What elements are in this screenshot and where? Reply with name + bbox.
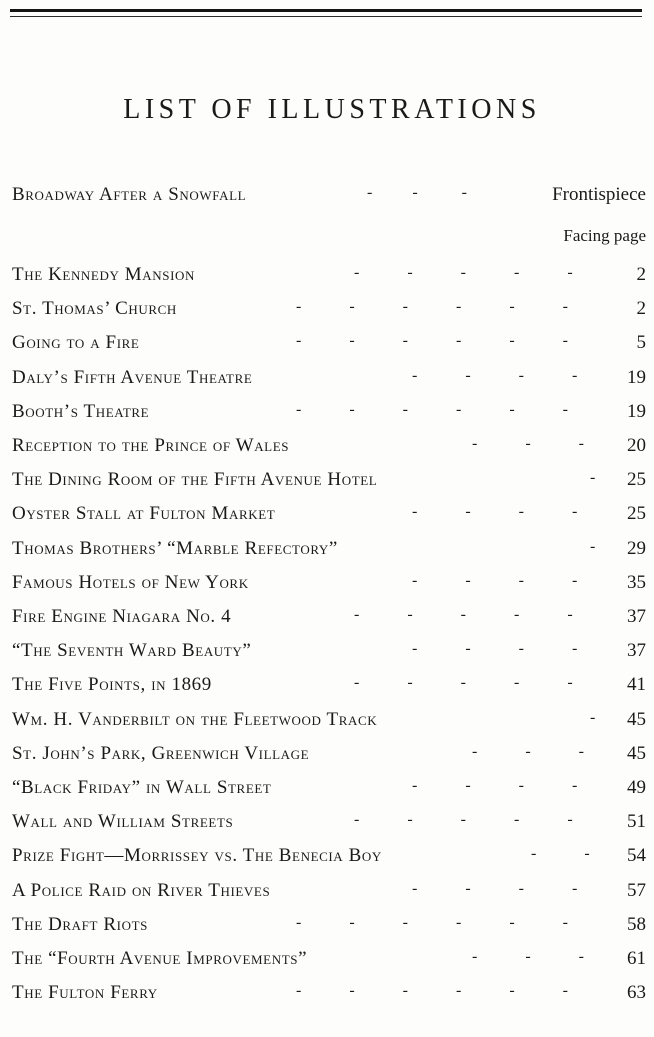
illustration-title: Oyster Stall at Fulton Market: [12, 503, 276, 525]
page-number: 54: [627, 845, 646, 867]
leader-dots: - - -: [472, 742, 584, 760]
page-number: 37: [627, 606, 646, 627]
illustration-title: Wm. H. Vanderbilt on the Fleetwood Track: [12, 708, 378, 730]
top-rule-thick: [10, 9, 642, 12]
page-number: 49: [627, 777, 646, 798]
list-item: [12, 908, 646, 936]
list-item: [12, 463, 646, 491]
page-number: 20: [627, 435, 646, 456]
frontispiece-label: Frontispiece: [552, 184, 646, 205]
page-number: 58: [627, 913, 646, 935]
list-item: [12, 805, 646, 833]
leader-dots: - - -: [472, 948, 584, 965]
illustration-title: St. John’s Park, Greenwich Village: [12, 742, 310, 764]
page-number: 2: [636, 264, 646, 285]
page-number: 35: [627, 571, 646, 593]
page-number: 45: [627, 742, 646, 764]
page-number: 29: [627, 537, 646, 559]
leader-dots: - - - - - -: [296, 400, 568, 418]
illustration-title: “Black Friday” in Wall Street: [12, 777, 272, 798]
list-item: [12, 600, 646, 628]
list-item: [12, 839, 646, 867]
leader-dots: -: [590, 708, 596, 726]
illustration-title: The Fulton Ferry: [12, 982, 158, 1004]
leader-dots: - - -: [367, 184, 467, 201]
leader-dots: - - - - - -: [296, 298, 568, 316]
list-item: [12, 634, 646, 662]
leader-dots: - - -: [472, 435, 584, 452]
page-number: 5: [636, 332, 646, 354]
leader-dots: - - - - - -: [296, 982, 568, 1000]
list-item: [12, 258, 646, 286]
leader-dots: - - - - - -: [296, 332, 568, 350]
leader-dots: - -: [531, 845, 590, 863]
facing-page-label: Facing page: [563, 226, 646, 245]
leader-dots: - - - - - -: [296, 913, 568, 931]
leader-dots: -: [590, 469, 596, 487]
frontispiece-title: Broadway After a Snowfall: [12, 184, 247, 205]
list-item: [12, 737, 646, 765]
list-item: [12, 874, 646, 902]
page-number: 25: [627, 503, 646, 525]
leader-dots: -: [590, 537, 596, 555]
illustration-title: Reception to the Prince of Wales: [12, 435, 290, 456]
illustration-title: The Draft Riots: [12, 913, 148, 935]
page-number: 63: [627, 982, 646, 1004]
list-item: [12, 703, 646, 731]
leader-dots: - - - -: [412, 503, 578, 521]
page-number: 51: [627, 811, 646, 833]
leader-dots: - - - -: [412, 366, 578, 384]
list-item: [12, 942, 646, 970]
leader-dots: - - - -: [412, 571, 578, 589]
list-item: [12, 532, 646, 560]
page-number: 57: [627, 879, 646, 901]
page-number: 45: [627, 708, 646, 730]
illustration-title: The Kennedy Mansion: [12, 264, 195, 285]
leader-dots: - - - -: [412, 879, 578, 897]
illustration-title: Thomas Brothers’ “Marble Refectory”: [12, 537, 338, 559]
leader-dots: - - - -: [412, 777, 578, 794]
page-number: 25: [627, 469, 646, 491]
illustration-title: Going to a Fire: [12, 332, 140, 354]
illustration-title: The Five Points, in 1869: [12, 674, 212, 696]
list-item: [12, 668, 646, 696]
illustration-title: Daly’s Fifth Avenue Theatre: [12, 366, 253, 388]
list-item: [12, 497, 646, 525]
leader-dots: - - - - -: [354, 811, 573, 829]
page-number: 41: [627, 674, 646, 696]
illustration-title: Famous Hotels of New York: [12, 571, 249, 593]
illustration-title: The Dining Room of the Fifth Avenue Hotel: [12, 469, 378, 491]
frontispiece-entry: [12, 178, 646, 206]
leader-dots: - - - - -: [354, 264, 573, 281]
illustration-title: Fire Engine Niagara No. 4: [12, 606, 232, 627]
list-item: [12, 292, 646, 320]
page-number: 19: [627, 366, 646, 388]
leader-dots: - - - -: [412, 640, 578, 658]
leader-dots: - - - - -: [354, 674, 573, 692]
leader-dots: - - - - -: [354, 606, 573, 623]
list-item: [12, 771, 646, 799]
page-number: 2: [636, 298, 646, 320]
top-rule-thin: [10, 16, 642, 17]
list-item: [12, 395, 646, 423]
list-item: [12, 566, 646, 594]
list-item: [12, 326, 646, 354]
page-number: 37: [627, 640, 646, 662]
list-item: [12, 976, 646, 1004]
page-number: 19: [627, 400, 646, 422]
list-item: [12, 361, 646, 389]
list-item: [12, 429, 646, 457]
illustration-title: Booth’s Theatre: [12, 400, 150, 422]
illustration-title: St. Thomas’ Church: [12, 298, 177, 320]
page-title: LIST OF ILLUSTRATIONS: [123, 94, 541, 125]
page-number: 61: [627, 948, 646, 969]
illustration-title: “The Seventh Ward Beauty”: [12, 640, 252, 662]
illustration-title: Prize Fight—Morrissey vs. The Benecia Boy: [12, 845, 382, 867]
illustration-title: Wall and William Streets: [12, 811, 234, 833]
illustration-title: The “Fourth Avenue Improvements”: [12, 948, 308, 969]
illustration-title: A Police Raid on River Thieves: [12, 879, 271, 901]
